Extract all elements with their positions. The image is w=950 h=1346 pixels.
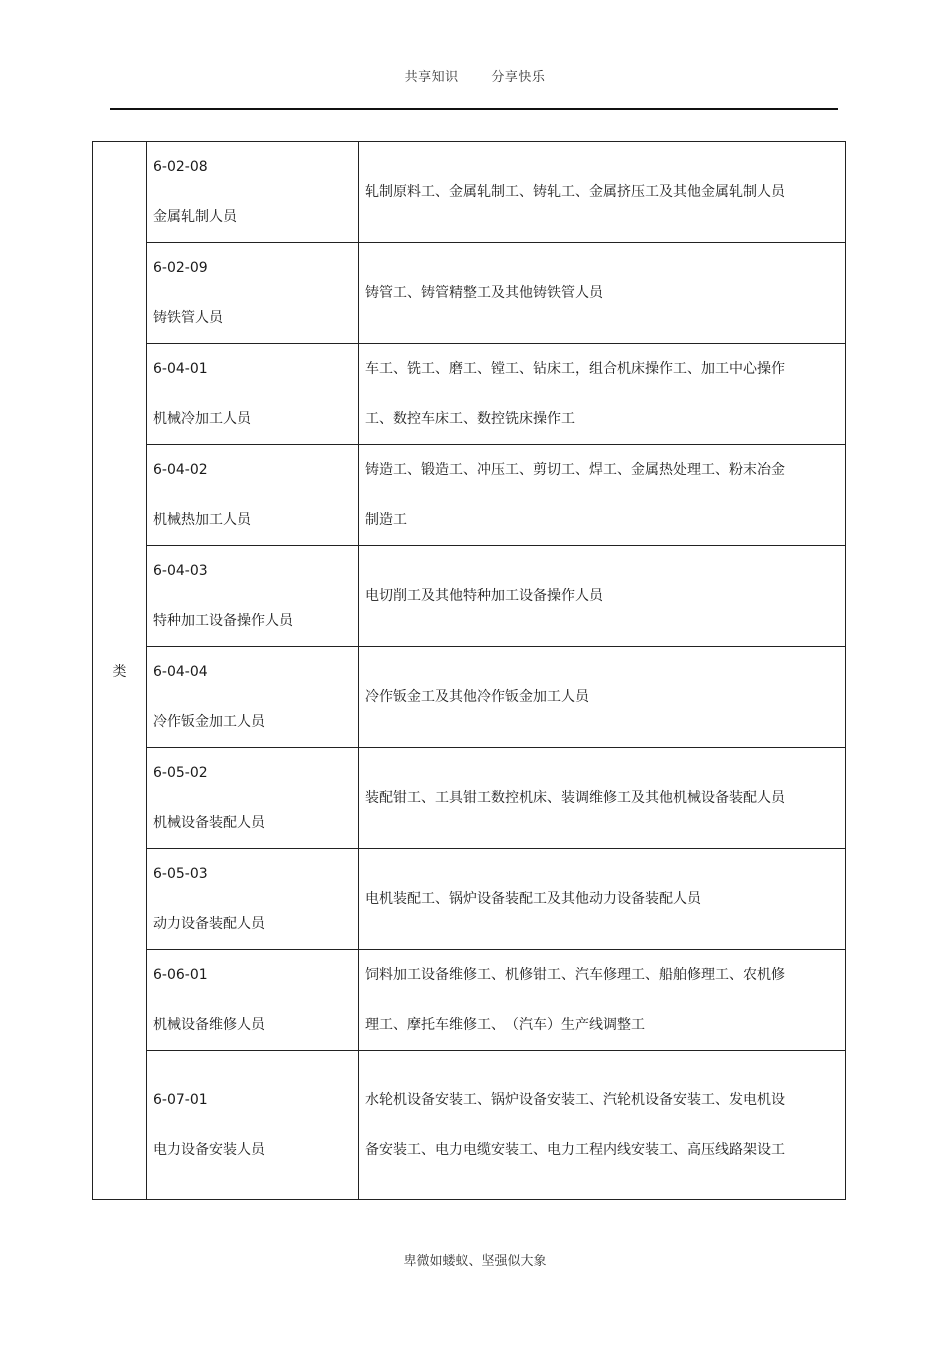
occupation-code: 6-04-02 [153, 462, 208, 478]
category-label: 类 [112, 663, 127, 680]
page-footer: 卑微如蝼蚁、坚强似大象 [403, 1254, 547, 1269]
header-left-text: 共享知识 [404, 70, 459, 85]
occupation-description: 电机装配工、锅炉设备装配工及其他动力设备装配人员 [365, 891, 701, 907]
occupation-table [92, 141, 846, 1200]
description-cell [359, 344, 846, 445]
occupation-name: 电力设备安装人员 [153, 1142, 265, 1158]
occupation-code: 6-04-03 [153, 563, 208, 579]
code-cell [147, 243, 359, 344]
occupation-name: 金属轧制人员 [153, 209, 237, 225]
occupation-code: 6-05-02 [153, 765, 208, 781]
description-cell [359, 243, 846, 344]
table-row [93, 546, 846, 647]
code-cell [147, 445, 359, 546]
occupation-name: 冷作钣金加工人员 [153, 714, 265, 730]
header-rule [110, 108, 838, 110]
code-cell [147, 849, 359, 950]
occupation-name: 机械冷加工人员 [153, 411, 251, 427]
occupation-code: 6-06-01 [153, 967, 208, 983]
table-row [93, 748, 846, 849]
table-row [93, 849, 846, 950]
occupation-code: 6-07-01 [153, 1092, 208, 1108]
category-cell [93, 142, 147, 1200]
occupation-description: 车工、铣工、磨工、镗工、钻床工，组合机床操作工、加工中心操作工、数控车床工、数控铣床操作工 [365, 361, 785, 427]
description-cell [359, 445, 846, 546]
table-row [93, 445, 846, 546]
occupation-code: 6-04-01 [153, 361, 208, 377]
occupation-description: 饲料加工设备维修工、机修钳工、汽车修理工、船舶修理工、农机修理工、摩托车维修工、 （汽车）生产线调整工 [365, 967, 785, 1033]
occupation-description: 装配钳工、工具钳工数控机床、装调维修工及其他机械设备装配人员 [365, 790, 785, 806]
code-cell [147, 344, 359, 445]
table-row [93, 950, 846, 1051]
description-cell [359, 1051, 846, 1200]
code-cell [147, 142, 359, 243]
occupation-code: 6-04-04 [153, 664, 208, 680]
occupation-description: 冷作钣金工及其他冷作钣金加工人员 [365, 689, 589, 705]
occupation-description: 铸管工、铸管精整工及其他铸铁管人员 [365, 285, 603, 301]
occupation-name: 铸铁管人员 [153, 310, 223, 326]
code-cell [147, 546, 359, 647]
occupation-name: 机械设备维修人员 [153, 1017, 265, 1033]
occupation-description: 水轮机设备安装工、锅炉设备安装工、汽轮机设备安装工、发电机设备安装工、电力电缆安装工、电力工程内线安装工、高压线路架设工 [365, 1092, 785, 1158]
description-cell [359, 950, 846, 1051]
code-cell [147, 1051, 359, 1200]
table-row [93, 647, 846, 748]
occupation-name: 机械热加工人员 [153, 512, 251, 528]
occupation-name: 特种加工设备操作人员 [153, 613, 293, 629]
table-row [93, 1051, 846, 1200]
occupation-description: 铸造工、锻造工、冲压工、剪切工、焊工、金属热处理工、粉末冶金制造工 [365, 462, 785, 528]
occupation-code: 6-05-03 [153, 866, 208, 882]
table-row [93, 344, 846, 445]
description-cell [359, 142, 846, 243]
description-cell [359, 748, 846, 849]
occupation-description: 轧制原料工、金属轧制工、铸轧工、金属挤压工及其他金属轧制人员 [365, 184, 785, 200]
occupation-name: 动力设备装配人员 [153, 916, 265, 932]
occupation-code: 6-02-08 [153, 159, 208, 175]
description-cell [359, 546, 846, 647]
description-cell [359, 647, 846, 748]
occupation-code: 6-02-09 [153, 260, 208, 276]
occupation-name: 机械设备装配人员 [153, 815, 265, 831]
code-cell [147, 748, 359, 849]
table-row [93, 243, 846, 344]
code-cell [147, 950, 359, 1051]
page-header [0, 66, 950, 85]
description-cell [359, 849, 846, 950]
table-row [93, 142, 846, 243]
header-right-text: 分享快乐 [491, 70, 546, 85]
code-cell [147, 647, 359, 748]
occupation-description: 电切削工及其他特种加工设备操作人员 [365, 588, 603, 604]
